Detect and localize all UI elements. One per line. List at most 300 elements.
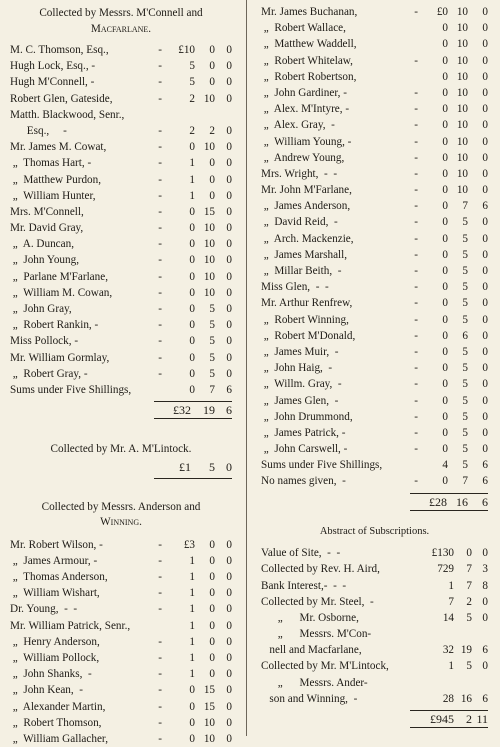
- subscriber-name: Mrs. M'Connell,: [10, 205, 84, 218]
- right-column: [261, 0, 488, 729]
- shillings: 10: [456, 86, 468, 99]
- subscriber-row: [261, 247, 488, 263]
- shillings: 10: [203, 141, 215, 154]
- pence: 0: [226, 603, 232, 616]
- pounds: 0: [442, 313, 448, 326]
- leader-dash: -: [414, 119, 418, 132]
- pounds: 1: [448, 579, 454, 592]
- subscriber-name: „ Robert Gray, -: [10, 367, 88, 380]
- pence: 0: [226, 554, 232, 567]
- shillings: 0: [209, 157, 215, 170]
- leader-dash: -: [158, 303, 162, 315]
- subscriber-name: „ John Shanks, -: [10, 668, 92, 681]
- subscriber-row: [10, 650, 232, 666]
- shillings: 19: [460, 644, 472, 657]
- pounds: 0: [189, 684, 195, 697]
- subscriber-name: Mrs. Wright, - -: [261, 167, 338, 180]
- shillings: 10: [203, 732, 215, 745]
- pounds: 0: [189, 270, 195, 283]
- shillings: 5: [462, 265, 468, 277]
- leader-dash: -: [414, 394, 418, 407]
- pence: 0: [482, 281, 488, 294]
- pence: 6: [482, 459, 488, 472]
- subscriber-row: [10, 139, 232, 155]
- subscriber-row: [261, 457, 488, 473]
- shillings: 7: [209, 383, 215, 396]
- shillings: 5: [462, 297, 468, 310]
- subscriber-name: „ Alex. M'Intyre, -: [261, 103, 350, 116]
- subscriber-row: [10, 699, 232, 715]
- subscriber-name: „ Robert Wallace,: [261, 22, 346, 35]
- subscriber-name: „ Robert M'Donald,: [261, 329, 356, 342]
- leader-dash: -: [414, 329, 418, 342]
- subscriber-row: [10, 236, 232, 252]
- amount: [170, 650, 232, 666]
- abstract-row: [261, 610, 488, 626]
- shillings: 5: [209, 351, 215, 364]
- subscriber-name: „ James Anderson,: [261, 200, 351, 213]
- subscriber-name: „ John Haig, -: [261, 362, 333, 375]
- pounds: £0: [436, 6, 448, 18]
- subscriber-name: Miss Pollock, -: [10, 335, 79, 348]
- pence: 0: [226, 319, 232, 332]
- subscriber-name: „ Robert Winning,: [261, 313, 349, 326]
- subscriber-row: [261, 360, 488, 376]
- subscriber-row: [261, 4, 488, 20]
- subscriber-name: Miss Glen, - -: [261, 281, 329, 294]
- leader-dash: -: [158, 270, 162, 283]
- pence: 0: [226, 286, 232, 299]
- pence: 0: [482, 135, 488, 148]
- pounds: 1: [189, 173, 195, 186]
- subscriber-name: Mr. David Gray,: [10, 222, 84, 235]
- subscriber-name: „ Messrs. Ander-: [261, 676, 368, 689]
- amount: [170, 155, 232, 171]
- shillings: 0: [209, 587, 215, 600]
- subscriber-name: Mr. James Buchanan,: [261, 6, 358, 18]
- leader-dash: -: [158, 351, 162, 364]
- amount: [170, 42, 232, 58]
- subscription-list-mcconnell: [10, 42, 232, 398]
- pence: 0: [226, 732, 232, 745]
- pence: 0: [482, 232, 488, 245]
- subscriber-row: [261, 69, 488, 85]
- leader-dash: -: [158, 205, 162, 218]
- pence: 0: [226, 44, 232, 56]
- leader-dash: -: [414, 135, 418, 148]
- pence: 0: [226, 92, 232, 105]
- subscriber-row: [10, 731, 232, 747]
- subscriber-row: [10, 155, 232, 171]
- pounds: 0: [189, 222, 195, 235]
- subscriber-row: [10, 188, 232, 204]
- pounds: 1: [189, 157, 195, 170]
- abstract-row: [261, 658, 488, 674]
- shillings: 5: [462, 459, 468, 472]
- amount: [426, 166, 488, 182]
- leader-dash: -: [158, 554, 162, 567]
- subscriber-row: [261, 425, 488, 441]
- amount: [170, 317, 232, 333]
- subscriber-name: „ Parlane M'Farlane,: [10, 270, 109, 283]
- subscriber-name: Mr. William Gormlay,: [10, 351, 110, 364]
- amount: [170, 204, 232, 220]
- pounds: 0: [189, 303, 195, 315]
- leader-dash: -: [414, 426, 418, 439]
- shillings: 10: [203, 238, 215, 251]
- pence: 0: [226, 651, 232, 664]
- subscriber-row: [10, 585, 232, 601]
- shillings: 10: [456, 54, 468, 67]
- heading-line: Collected by Messrs. Anderson and: [41, 500, 201, 513]
- shillings: 10: [203, 222, 215, 235]
- leader-dash: -: [414, 167, 418, 180]
- subscriber-row: [10, 333, 232, 349]
- pence: 0: [226, 60, 232, 73]
- subscriber-name: M. C. Thomson, Esq.,: [10, 44, 109, 56]
- pounds: 0: [189, 351, 195, 364]
- column-divider: [246, 0, 247, 736]
- leader-dash: -: [158, 651, 162, 664]
- subscriber-name: Collected by Mr. Steel, -: [261, 595, 374, 608]
- subscriber-name: Matth. Blackwood, Senr.,: [10, 108, 125, 121]
- subscriber-name: „ David Reid, -: [261, 216, 338, 229]
- subscriber-name: Mr. William Patrick, Senr.,: [10, 619, 131, 632]
- amount: [426, 344, 488, 360]
- subscriber-name: „ Matthew Purdon,: [10, 173, 102, 186]
- pence: 0: [482, 103, 488, 116]
- subscriber-row: [10, 252, 232, 268]
- leader-dash: -: [158, 335, 162, 348]
- shillings: 5: [209, 367, 215, 380]
- shillings: 0: [209, 60, 215, 73]
- amount: [170, 74, 232, 90]
- shillings: 0: [209, 189, 215, 202]
- leader-dash: -: [158, 238, 162, 251]
- subscriber-name: „ Robert Robertson,: [261, 70, 357, 83]
- pounds: 0: [442, 362, 448, 375]
- shillings: 2: [209, 124, 215, 137]
- shillings: 0: [209, 76, 215, 89]
- amount: [408, 545, 488, 561]
- shillings: 0: [209, 651, 215, 664]
- pounds: £10: [178, 44, 195, 56]
- pence: 0: [226, 635, 232, 648]
- pounds: 0: [442, 232, 448, 245]
- shillings: 5: [462, 378, 468, 391]
- pence: 0: [482, 86, 488, 99]
- amount: [408, 675, 488, 691]
- pounds: 0: [442, 426, 448, 439]
- amount: [170, 350, 232, 366]
- subscriber-row: [10, 172, 232, 188]
- amount: [408, 578, 488, 594]
- amount: [170, 188, 232, 204]
- amount: [170, 236, 232, 252]
- shillings: 0: [209, 554, 215, 567]
- pounds: 7: [448, 595, 454, 608]
- pounds: 1: [189, 587, 195, 600]
- pounds: 1: [189, 651, 195, 664]
- subscriber-row: [10, 123, 232, 139]
- shillings: 5: [462, 232, 468, 245]
- leader-dash: -: [414, 103, 418, 116]
- subscriber-name: „ Robert Rankin, -: [10, 319, 99, 332]
- pounds: £3: [183, 538, 195, 551]
- leader-dash: -: [158, 92, 162, 105]
- amount: [170, 634, 232, 650]
- leader-dash: -: [158, 716, 162, 729]
- section-total: [10, 398, 232, 420]
- subscriber-name: „ John Young,: [10, 254, 80, 267]
- pounds: 0: [442, 265, 448, 277]
- amount: [426, 117, 488, 133]
- subscriber-row: [10, 601, 232, 617]
- amount: [170, 699, 232, 715]
- amount: [170, 585, 232, 601]
- shillings: 5: [462, 248, 468, 261]
- leader-dash: -: [414, 151, 418, 164]
- subscriber-row: [10, 366, 232, 382]
- pounds: 0: [442, 103, 448, 116]
- pence: 0: [482, 6, 488, 18]
- pounds: 0: [442, 135, 448, 148]
- subscriber-row: [261, 214, 488, 230]
- total-shillings: 5: [209, 459, 215, 474]
- amount: [426, 393, 488, 409]
- total-pence: 11: [476, 712, 488, 726]
- subscriber-row: [10, 301, 232, 317]
- subscriber-row: [10, 58, 232, 74]
- leader-dash: -: [414, 265, 418, 277]
- subscriber-name: Hugh M'Connell, -: [10, 76, 95, 89]
- amount: [426, 85, 488, 101]
- subscriber-row: [261, 328, 488, 344]
- pounds: 5: [189, 76, 195, 89]
- amount: [426, 231, 488, 247]
- amount: [170, 252, 232, 268]
- subscriber-row: [261, 393, 488, 409]
- pounds: 1: [189, 635, 195, 648]
- pounds: 0: [442, 167, 448, 180]
- pounds: 0: [189, 141, 195, 154]
- pounds: 0: [189, 286, 195, 299]
- section-heading-mlintock: Collected by Mr. A. M'Lintock.: [50, 443, 192, 456]
- subscriber-name: „ Henry Anderson,: [10, 635, 100, 648]
- pence: 0: [226, 189, 232, 202]
- leader-dash: -: [158, 141, 162, 154]
- amount: [170, 666, 232, 682]
- pence: 0: [482, 167, 488, 180]
- subscription-list-continued: [261, 4, 488, 490]
- pounds: 0: [442, 329, 448, 342]
- total-rule: [410, 727, 488, 728]
- pounds: 0: [442, 281, 448, 294]
- pence: 0: [482, 595, 488, 608]
- subscriber-name: „ Arch. Mackenzie,: [261, 232, 354, 245]
- subscriber-name: Collected by Rev. H. Aird,: [261, 563, 380, 576]
- shillings: 0: [466, 547, 472, 560]
- total-rule: [154, 401, 232, 402]
- subscriber-name: „ John Drummond,: [261, 410, 353, 423]
- subscriber-row: [10, 107, 232, 123]
- subscriber-row: [10, 204, 232, 220]
- pounds: 0: [442, 248, 448, 261]
- shillings: 10: [456, 6, 468, 18]
- section-heading-anderson: [10, 500, 232, 531]
- pence: 6: [482, 692, 488, 705]
- pounds: 2: [189, 92, 195, 105]
- pence: 0: [482, 184, 488, 197]
- leader-dash: -: [414, 313, 418, 326]
- subscriber-name: „ Millar Beith, -: [261, 265, 342, 277]
- subscriber-name: „ William M. Cowan,: [10, 286, 113, 299]
- amount: [170, 553, 232, 569]
- leader-dash: -: [414, 200, 418, 213]
- shillings: 5: [462, 443, 468, 456]
- pounds: 0: [442, 38, 448, 51]
- section-total: [261, 490, 488, 512]
- leader-dash: -: [414, 6, 418, 18]
- shillings: 0: [209, 635, 215, 648]
- abstract-row: [261, 545, 488, 561]
- shillings: 10: [203, 716, 215, 729]
- shillings: 10: [456, 38, 468, 51]
- subscriber-row: [261, 344, 488, 360]
- pounds: 0: [189, 319, 195, 332]
- amount: [426, 263, 488, 279]
- pounds: 1: [189, 668, 195, 681]
- amount: [170, 220, 232, 236]
- amount: [426, 214, 488, 230]
- shillings: 5: [462, 313, 468, 326]
- amount: [170, 618, 232, 634]
- shillings: 5: [209, 319, 215, 332]
- shillings: 7: [462, 200, 468, 213]
- subscriber-name: Value of Site, - -: [261, 547, 341, 560]
- amount: [170, 139, 232, 155]
- total-rule: [410, 510, 488, 511]
- shillings: 0: [209, 603, 215, 616]
- subscriber-name: Sums under Five Shillings,: [261, 459, 383, 472]
- amount: [426, 295, 488, 311]
- leader-dash: -: [158, 367, 162, 380]
- pence: 0: [226, 668, 232, 681]
- shillings: 10: [456, 70, 468, 83]
- pence: 0: [482, 248, 488, 261]
- shillings: 10: [203, 286, 215, 299]
- leader-dash: -: [414, 410, 418, 423]
- subscriber-row: [10, 382, 232, 398]
- subscriber-row: [261, 376, 488, 392]
- subscriber-row: [10, 285, 232, 301]
- shillings: 10: [456, 103, 468, 116]
- subscriber-row: [261, 20, 488, 36]
- abstract-row: [261, 691, 488, 707]
- heading-line: Collected by Messrs. M'Connell and: [39, 7, 203, 19]
- subscriber-name: Collected by Mr. M'Lintock,: [261, 660, 389, 673]
- pounds: 0: [442, 297, 448, 310]
- shillings: 15: [203, 684, 215, 697]
- shillings: 0: [209, 538, 215, 551]
- leader-dash: -: [414, 443, 418, 456]
- pounds: 729: [437, 563, 454, 576]
- shillings: 2: [466, 595, 472, 608]
- total-pence: 6: [482, 494, 488, 509]
- left-column: [10, 0, 232, 747]
- shillings: 10: [456, 167, 468, 180]
- shillings: 5: [462, 426, 468, 439]
- shillings: 10: [456, 135, 468, 148]
- amount: [426, 328, 488, 344]
- shillings: 10: [203, 270, 215, 283]
- shillings: 5: [462, 362, 468, 375]
- pence: 0: [226, 538, 232, 551]
- shillings: 5: [462, 394, 468, 407]
- amount: [426, 247, 488, 263]
- shillings: 5: [209, 303, 215, 315]
- subscriber-name: „ William Hunter,: [10, 189, 96, 202]
- shillings: 5: [462, 410, 468, 423]
- subscriber-name: Hugh Lock, Esq., -: [10, 60, 96, 73]
- subscriber-row: [10, 682, 232, 698]
- pounds: 0: [189, 254, 195, 267]
- subscriber-name: Mr. Arthur Renfrew,: [261, 297, 353, 310]
- subscriber-name: „ John Carswell, -: [261, 443, 348, 456]
- total-rule: [154, 418, 232, 419]
- pence: 0: [482, 38, 488, 51]
- leader-dash: -: [414, 362, 418, 375]
- pence: 0: [482, 410, 488, 423]
- pounds: 0: [189, 383, 195, 396]
- subscriber-row: [261, 150, 488, 166]
- amount: [170, 382, 232, 398]
- subscriber-name: No names given, -: [261, 475, 346, 488]
- subscriber-name: Robert Glen, Gateside,: [10, 92, 113, 105]
- amount: [426, 457, 488, 473]
- pounds: 0: [442, 70, 448, 83]
- amount: [408, 561, 488, 577]
- subscriber-name: nell and Macfarlane,: [261, 644, 362, 657]
- shillings: 10: [203, 254, 215, 267]
- subscriber-name: „ Alexander Martin,: [10, 700, 106, 713]
- pounds: 0: [442, 200, 448, 213]
- subscriber-name: „ Matthew Waddell,: [261, 38, 357, 51]
- shillings: 5: [462, 345, 468, 358]
- leader-dash: -: [158, 76, 162, 89]
- pence: 0: [226, 716, 232, 729]
- leader-dash: -: [158, 173, 162, 186]
- pence: 0: [482, 394, 488, 407]
- subscription-list-anderson: [10, 537, 232, 747]
- subscriber-name: Bank Interest,- - -: [261, 579, 347, 592]
- leader-dash: -: [158, 603, 162, 616]
- pence: 0: [482, 297, 488, 310]
- pounds: 0: [189, 716, 195, 729]
- pounds: 0: [442, 86, 448, 99]
- pounds: 0: [189, 238, 195, 251]
- pounds: 0: [442, 394, 448, 407]
- pounds: 0: [189, 335, 195, 348]
- amount: [426, 150, 488, 166]
- pence: 0: [482, 151, 488, 164]
- amount: [170, 123, 232, 139]
- total-values: [410, 495, 488, 510]
- pence: 0: [482, 611, 488, 624]
- subscriber-name: „ A. Duncan,: [10, 238, 74, 251]
- amount: [426, 101, 488, 117]
- pounds: 5: [189, 60, 195, 73]
